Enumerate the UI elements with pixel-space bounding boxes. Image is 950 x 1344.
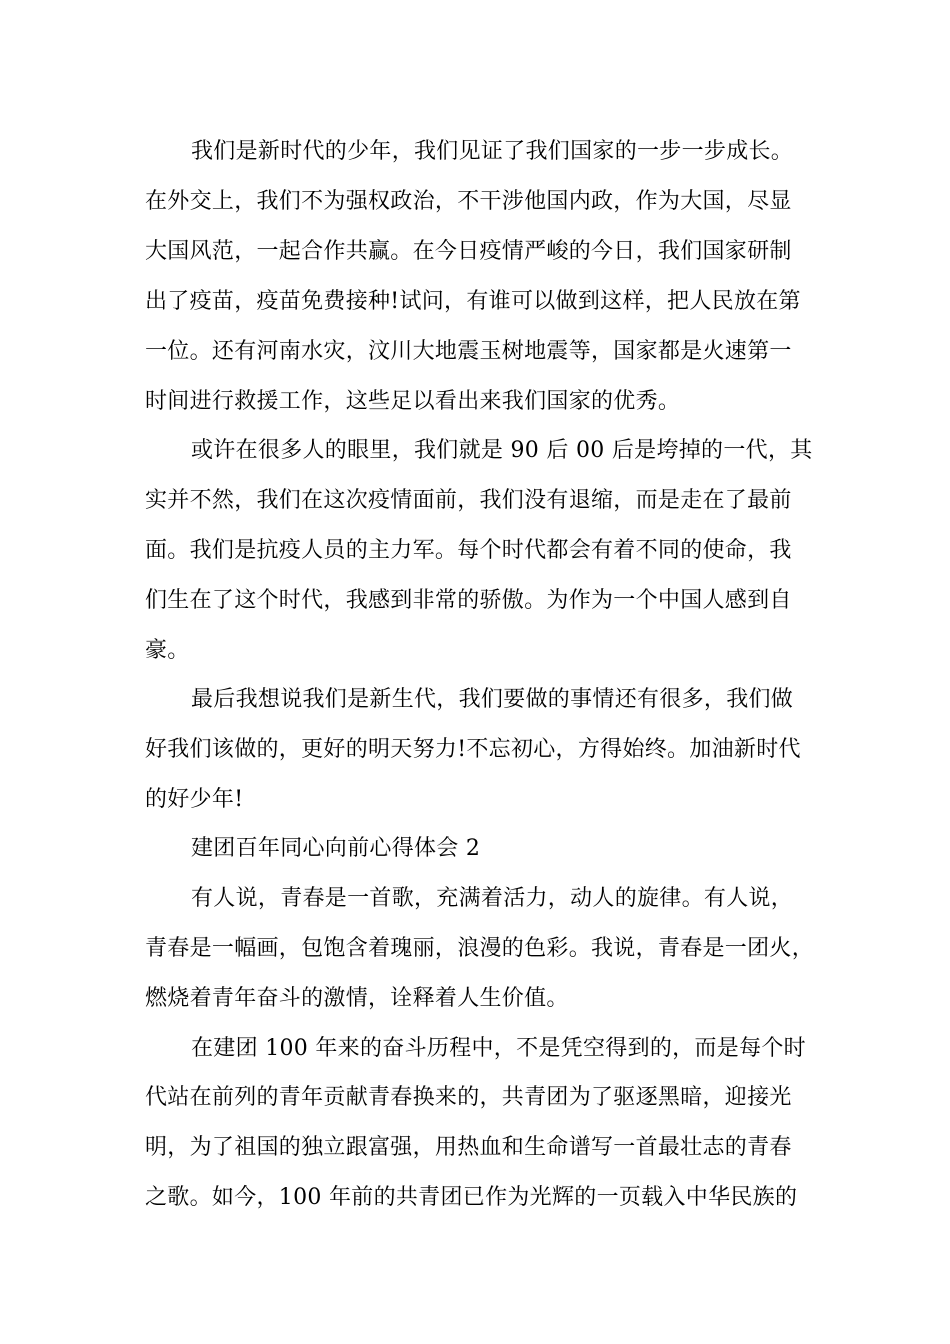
paragraph-2-line-1: 或许在很多人的眼里，我们就是 90 后 00 后是垮掉的一代，其 [191, 438, 813, 463]
paragraph-3-line-2: 好我们该做的，更好的明天努力!不忘初心，方得始终。加油新时代 [145, 737, 801, 762]
paragraph-2-line-2: 实并不然，我们在这次疫情面前，我们没有退缩，而是走在了最前 [145, 488, 792, 513]
paragraph-1-line-6: 时间进行救援工作，这些足以看出来我们国家的优秀。 [145, 389, 681, 414]
paragraph-6-line-4: 之歌。如今，100 年前的共青团已作为光辉的一页载入中华民族的 [145, 1185, 798, 1210]
paragraph-1-line-1: 我们是新时代的少年，我们见证了我们国家的一步一步成长。 [191, 139, 794, 164]
paragraph-5-line-3: 燃烧着青年奋斗的激情，诠释着人生价值。 [145, 986, 569, 1011]
paragraph-1-line-2: 在外交上，我们不为强权政治，不干涉他国内政，作为大国，尽显 [145, 189, 792, 214]
paragraph-5-line-2: 青春是一幅画，包饱含着瑰丽，浪漫的色彩。我说，青春是一团火， [145, 936, 815, 961]
paragraph-1-line-3: 大国风范，一起合作共赢。在今日疫情严峻的今日，我们国家研制 [145, 239, 792, 264]
paragraph-2-line-4: 们生在了这个时代，我感到非常的骄傲。为作为一个中国人感到自 [145, 588, 792, 613]
paragraph-6-line-3: 明，为了祖国的独立跟富强，用热血和生命谱写一首最壮志的青春 [145, 1135, 792, 1160]
paragraph-1-line-4: 出了疫苗，疫苗免费接种!试问，有谁可以做到这样，把人民放在第 [145, 289, 801, 314]
paragraph-5-line-1: 有人说，青春是一首歌，充满着活力，动人的旋律。有人说， [191, 886, 794, 911]
paragraph-2-line-5: 豪。 [145, 638, 190, 663]
paragraph-3-line-1: 最后我想说我们是新生代，我们要做的事情还有很多，我们做 [191, 687, 794, 712]
paragraph-6-line-2: 代站在前列的青年贡献青春换来的，共青团为了驱逐黑暗，迎接光 [145, 1085, 792, 1110]
paragraph-1-line-5: 一位。还有河南水灾，汶川大地震玉树地震等，国家都是火速第一 [145, 339, 792, 364]
paragraph-2-line-3: 面。我们是抗疫人员的主力军。每个时代都会有着不同的使命，我 [145, 538, 792, 563]
paragraph-6-line-1: 在建团 100 年来的奋斗历程中，不是凭空得到的，而是每个时 [191, 1036, 806, 1061]
paragraph-3-line-3: 的好少年! [145, 787, 244, 812]
section-heading: 建团百年同心向前心得体会 2 [191, 836, 481, 861]
